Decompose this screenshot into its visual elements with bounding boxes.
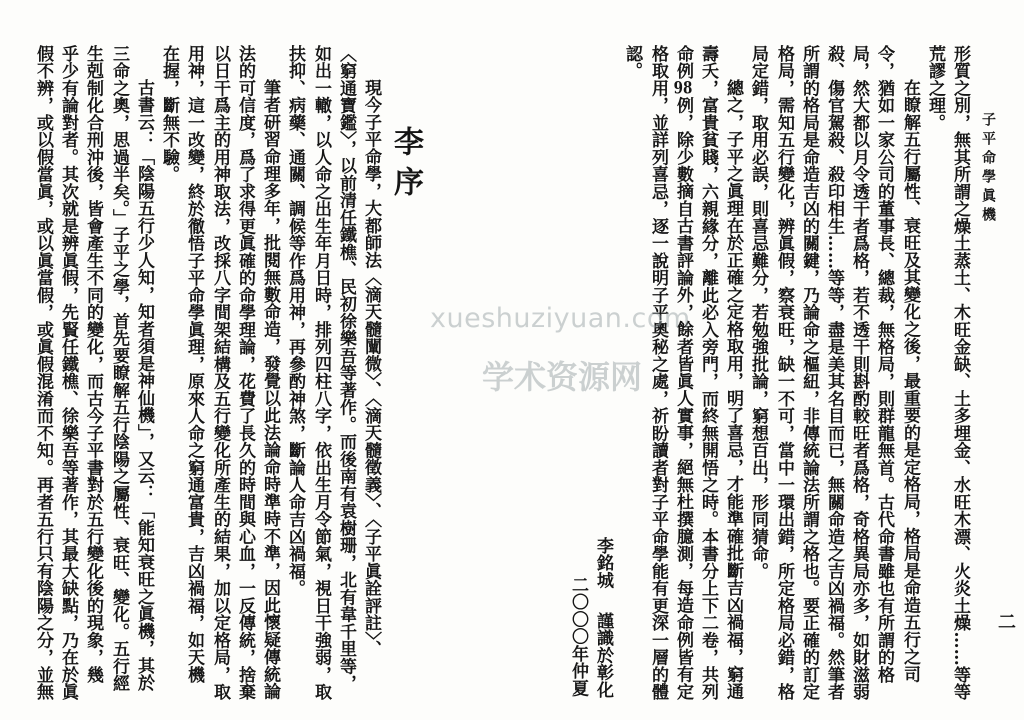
left-page-column-2: 〈窮通寶鑑〉，以前清任鐵樵、民初徐樂吾等著作。而後南有袁樹珊，北有韋千里等，	[336, 45, 356, 692]
signature-place: 謹識於彰化	[593, 612, 613, 699]
right-page	[512, 0, 1024, 720]
left-page-column-10: 古書云：「陰陽五行少人知，知者須是神仙機」，又云：「能知衰旺之眞機，其於	[134, 79, 154, 692]
watermark-name: 学术资源网	[482, 358, 643, 396]
preface-title: 李序	[388, 126, 423, 206]
right-page-column-9: 局定錯，取用必誤，則喜忌難分，若勉強批論，窮想百出，形同猜命。	[748, 45, 768, 580]
column-text-segment: 例，除少數摘自古書評論外，餘者皆眞人實事，絕無杜撰臆測，每造命例皆有定	[673, 96, 693, 701]
right-page-column-7: 所謂的格局是命造吉凶的關鍵，乃論命之樞紐，非傳統論法所謂之格也。要正確的訂定	[799, 45, 819, 701]
right-page-column-4: 令，猶如一家公司的董事長、總裁，無格局，則群龍無首。古代命書雖也有所謂的格	[874, 45, 894, 684]
left-page-column-13: 乎少有論對者。其次就是辨眞假，先賢任鐵樵、徐樂吾等著作，其最大缺點，乃在於眞	[58, 45, 78, 701]
right-page-column-2: 荒謬之理。	[925, 45, 945, 132]
right-page-column-8: 格局，需知五行變化，辨眞假，察衰旺，缺一不可，當中一環出錯，所定格局必錯，格	[774, 45, 794, 701]
page-number: 二	[995, 612, 1016, 630]
right-page-column-11: 壽夭，富貴貧賤，六親緣分，離此必入旁門，而終無開悟之時。本書分上下二卷，共列	[698, 45, 718, 701]
left-page-column-6: 法的可信度，爲了求得更眞確的命學理論，花費了長久的時間與心血，一反傳統，捨棄	[235, 45, 255, 701]
right-page-column-3: 在瞭解五行屬性、衰旺及其變化之後，最重要的是定格局，格局是命造五行之司	[900, 79, 920, 683]
watermark-url: xueshuziyuan.com	[430, 303, 691, 334]
right-page-column-10: 總之，子平之眞理在於正確之定格取用，明了喜忌，才能準確批斷吉凶禍福，窮通	[723, 79, 743, 700]
right-page-column-1: 形質之別，無其所謂之燥土蒸土、木旺金缺、土多埋金、水旺木漂、火炎土燥……等等	[950, 45, 970, 701]
left-page-column-5: 筆者研習命理多年，批閱無數命造，發覺以此法論命時準時不準，因此懷疑傳統論	[260, 79, 280, 700]
right-page-column-13: 格取用，並詳列喜忌，逐一說明子平奧秘之處，祈盼讀者對子平命學能有更深一層的體	[648, 45, 668, 701]
left-page-column-14: 假不辨，或以假當眞，或以眞當假，或眞假混淆而不知。再者五行只有陰陽之分，並無	[33, 45, 53, 701]
right-page-column-6: 殺、傷官駕殺、殺印相生……等等，盡是美其名目而已，無關命造之吉凶禍福。然筆者	[824, 45, 844, 701]
signature-author: 李銘城	[593, 537, 613, 589]
right-page-column-12	[673, 45, 693, 700]
left-page-column-12: 生剋制化合刑沖後，皆會產生不同的變化，而古今子平書對於五行變化後的現象，幾	[83, 45, 103, 684]
left-page-column-7: 以日干爲主的用神取法，改採八字間架結構及五行變化所產生的結果，加以定格局，取	[210, 45, 230, 701]
right-page-column-14: 認。	[622, 45, 642, 80]
example-count-number: 98	[673, 79, 693, 97]
running-header: 子平命學眞機	[980, 112, 996, 226]
left-page-column-11: 三命之奧，思過半矣。」子平之學，首先要瞭解五行陰陽之屬性、衰旺、變化。五行經	[109, 45, 129, 692]
left-page-column-4: 扶抑、病藥、通關、調候等作爲用神，再參酌神煞，斷論人命吉凶禍福。	[285, 45, 305, 597]
right-page-column-5: 局，然大都以月令透干者爲格，若不透干則斟酌較旺者爲格，奇格異局亦多，如財滋弱	[849, 45, 869, 701]
left-page-column-3: 如出一轍，以人命之出生年月日時，排列四柱八字，依出生月令節氣，視日干強弱，取	[311, 45, 331, 701]
column-text-segment: 命例	[673, 45, 693, 80]
left-page-column-8: 用神，這一改變，終於徹悟子平命學眞理，原來人命之窮通富貴，吉凶禍福，如天機	[184, 45, 204, 684]
left-page-column-1: 現今子平命學，大都師法〈滴天髓闡微〉、〈滴天髓徵義〉、〈子平眞詮評註〉、	[361, 79, 381, 658]
signature-date: 二〇〇〇年仲夏	[568, 576, 588, 697]
left-page-column-9: 在握，斷無不驗。	[159, 45, 179, 183]
